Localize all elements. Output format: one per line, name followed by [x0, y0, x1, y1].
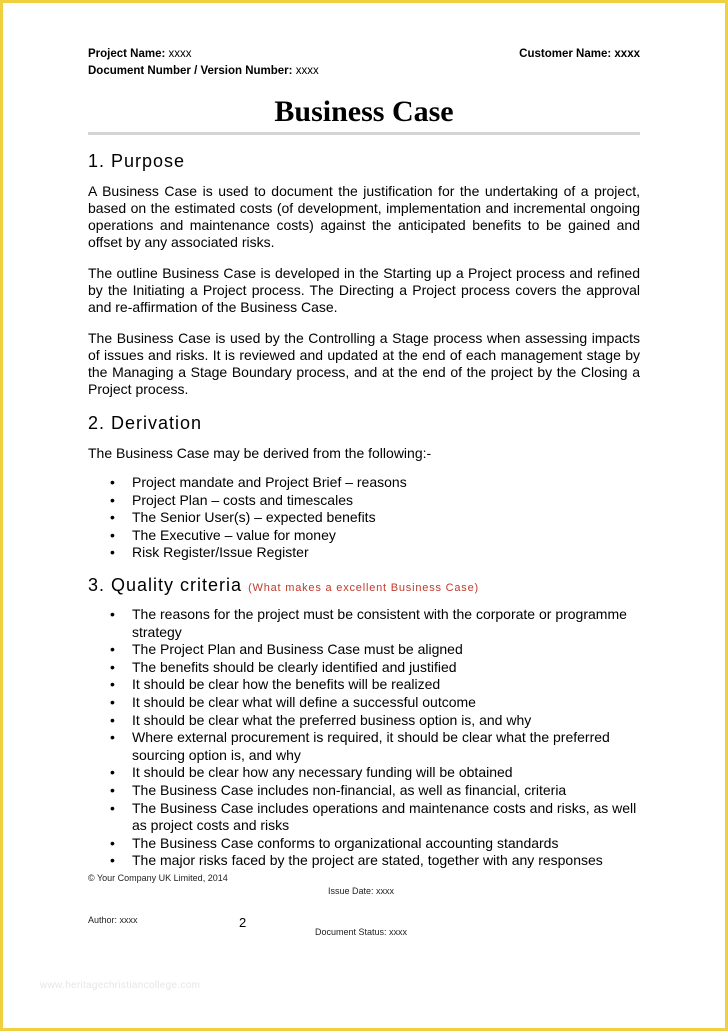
customer-name-value: xxxx — [614, 48, 640, 60]
purpose-paragraph-2: The outline Business Case is developed in the Starting up a Project process and refined by the Initiating a Project process. The Directing a Project process covers the approval and re-affirmation of the Business Case. — [88, 265, 640, 315]
list-item: • It should be clear how any necessary funding will be obtained — [88, 764, 640, 782]
footer-author: Author: xxxx — [88, 915, 138, 925]
list-item: • It should be clear what the preferred business option is, and why — [88, 712, 640, 730]
quality-heading-note: (What makes a excellent Business Case) — [248, 582, 479, 594]
document-title: Business Case — [274, 95, 454, 128]
title-divider — [88, 132, 640, 135]
section-heading-purpose: 1. Purpose — [88, 151, 186, 171]
section-heading-derivation: 2. Derivation — [88, 413, 203, 433]
derivation-intro: The Business Case may be derived from the following:- — [88, 445, 432, 461]
list-item: • It should be clear what will define a successful outcome — [88, 694, 640, 712]
quality-heading-text: 3. Quality criteria — [88, 575, 243, 595]
project-name-label: Project Name: — [88, 48, 166, 60]
list-item: • The major risks faced by the project are stated, together with any responses — [88, 852, 640, 870]
quality-list — [88, 606, 640, 870]
section-heading-quality — [88, 574, 479, 599]
list-item: • It should be clear how the benefits will be realized — [88, 676, 640, 694]
list-item: • The Business Case includes operations and maintenance costs and risks, as well as project costs and risks — [88, 800, 640, 835]
list-item: • Project mandate and Project Brief – reasons — [88, 474, 640, 492]
document-number-label: Document Number / Version Number: — [88, 65, 293, 77]
list-item: • Project Plan – costs and timescales — [88, 492, 640, 510]
list-item: • Where external procurement is required, it should be clear what the preferred sourcing option is, and why — [88, 729, 640, 764]
list-item: • Risk Register/Issue Register — [88, 544, 640, 562]
project-name-value: xxxx — [168, 48, 192, 60]
list-item: • The Senior User(s) – expected benefits — [88, 509, 640, 527]
footer-copyright: © Your Company UK Limited, 2014 — [88, 873, 228, 883]
list-item: • The Business Case includes non-financial, as well as financial, criteria — [88, 782, 640, 800]
document-number-value: xxxx — [295, 65, 319, 77]
list-item: • The reasons for the project must be consistent with the corporate or programme strategy — [88, 606, 640, 641]
list-item: • The Business Case conforms to organizational accounting standards — [88, 835, 640, 853]
derivation-list — [88, 474, 640, 562]
watermark-text: www.heritagechristiancollege.com — [40, 980, 201, 991]
list-item: • The Project Plan and Business Case must be aligned — [88, 641, 640, 659]
list-item: • The Executive – value for money — [88, 527, 640, 545]
customer-name-label: Customer Name: — [519, 48, 612, 60]
list-item: • The benefits should be clearly identified and justified — [88, 659, 640, 677]
header-right — [519, 46, 640, 63]
footer-document-status: Document Status: xxxx — [315, 927, 408, 937]
purpose-paragraph-1: A Business Case is used to document the justification for the undertaking of a project, based on the estimated costs (of development, implementation and incremental ongoing operations and maintenance costs) against the anticipated benefits to be gained and offset by any associated risks. — [88, 183, 640, 250]
header-left — [88, 46, 319, 80]
page-number: 2 — [239, 915, 247, 930]
footer-issue-date: Issue Date: xxxx — [328, 886, 395, 896]
purpose-paragraph-3: The Business Case is used by the Controlling a Stage process when assessing impacts of issues and risks. It is reviewed and updated at the end of each management stage by the Managing a Stage Boundary process, and at the end of the project by the Closing a Project process. — [88, 330, 640, 397]
